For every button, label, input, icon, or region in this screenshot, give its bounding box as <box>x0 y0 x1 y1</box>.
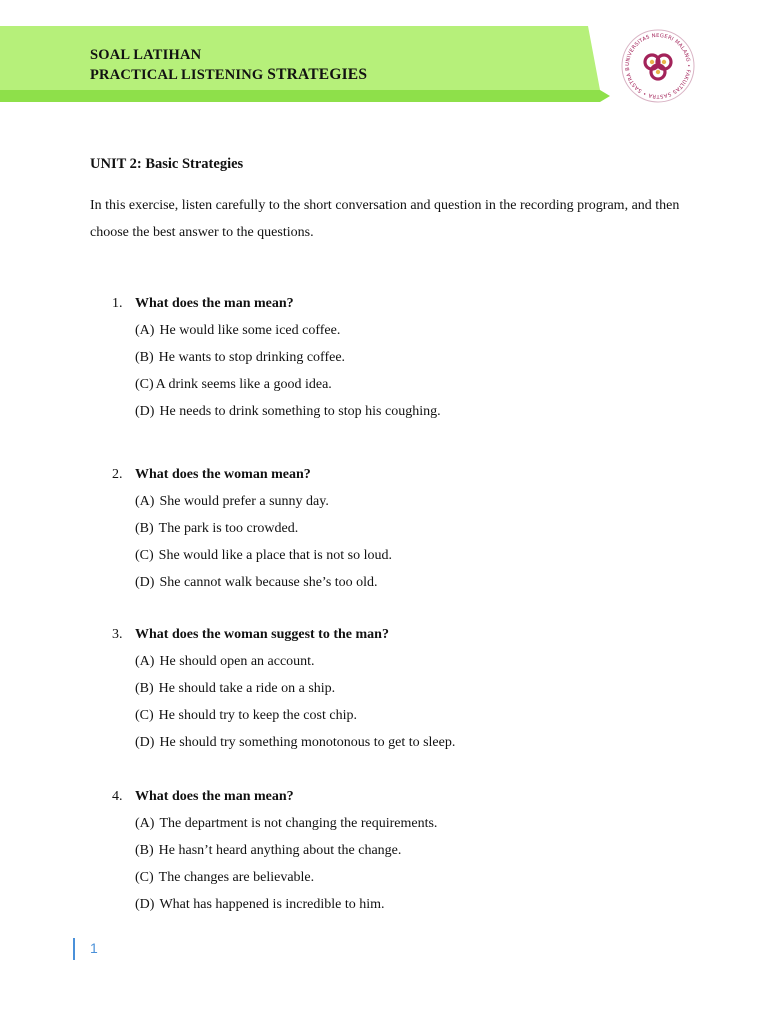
question-number: 4. <box>112 789 123 804</box>
option-text: He needs to drink something to stop his coughing. <box>159 404 441 419</box>
answer-option <box>112 648 672 675</box>
option-text: He wants to stop drinking coffee. <box>158 350 346 365</box>
answer-option <box>112 398 672 425</box>
answer-option <box>112 891 672 918</box>
option-text: He hasn’t heard anything about the change. <box>158 843 402 858</box>
option-text: What has happened is incredible to him. <box>159 897 385 912</box>
answer-option <box>112 864 672 891</box>
option-label: (A) <box>135 654 155 669</box>
option-label: (C) <box>135 708 154 723</box>
header-line1: SOAL LATIHAN <box>90 47 202 63</box>
answer-options <box>112 810 672 918</box>
option-text: She cannot walk because she’s too old. <box>159 575 378 590</box>
option-text: The changes are believable. <box>158 870 315 885</box>
answer-option <box>112 371 672 398</box>
header-line2-b: STRATEGIES <box>267 66 368 83</box>
question-text: What does the woman mean? <box>135 467 311 482</box>
question-number: 3. <box>112 627 123 642</box>
question-text: What does the woman suggest to the man? <box>135 627 389 642</box>
option-text: The park is too crowded. <box>158 521 299 536</box>
university-logo <box>620 28 696 104</box>
answer-option <box>112 317 672 344</box>
answer-option <box>112 542 672 569</box>
option-label: (C) <box>135 870 154 885</box>
answer-options <box>112 648 672 756</box>
question-title <box>112 462 672 488</box>
question-title <box>112 291 672 317</box>
header-title <box>90 45 367 85</box>
option-label: (B) <box>135 350 154 365</box>
svg-text:UNIVERSITAS NEGERI MALANG • FA: UNIVERSITAS NEGERI MALANG • FAKULTAS SASTRA • SASTRA B <box>624 32 692 100</box>
option-label: (D) <box>135 575 155 590</box>
answer-option <box>112 729 672 756</box>
answer-option <box>112 810 672 837</box>
question-4 <box>112 784 672 918</box>
option-text: He should try something monotonous to get to sleep. <box>159 735 456 750</box>
option-label: (B) <box>135 843 154 858</box>
option-label: (D) <box>135 404 155 419</box>
option-text: He should take a ride on a ship. <box>158 681 336 696</box>
answer-option <box>112 515 672 542</box>
question-number: 2. <box>112 467 123 482</box>
option-label: (D) <box>135 735 155 750</box>
question-title <box>112 622 672 648</box>
option-text: A drink seems like a good idea. <box>155 377 332 392</box>
option-text: The department is not changing the requirements. <box>159 816 438 831</box>
option-text: He should try to keep the cost chip. <box>158 708 357 723</box>
unit-title: UNIT 2: Basic Strategies <box>90 156 244 172</box>
answer-options <box>112 488 672 596</box>
instructions: In this exercise, listen carefully to the short conversation and question in the recording program, and then choose the best answer to the questions. <box>90 198 680 240</box>
header-line2 <box>90 65 367 85</box>
option-label: (B) <box>135 521 154 536</box>
question-3 <box>112 622 672 756</box>
answer-option <box>112 675 672 702</box>
question-2 <box>112 462 672 596</box>
question-text: What does the man mean? <box>135 296 294 311</box>
option-label: (C) <box>135 377 154 392</box>
answer-option <box>112 488 672 515</box>
option-text: He would like some iced coffee. <box>159 323 341 338</box>
option-text: She would prefer a sunny day. <box>159 494 329 509</box>
university-seal-icon <box>620 28 696 104</box>
option-label: (A) <box>135 323 155 338</box>
answer-option <box>112 837 672 864</box>
header-banner <box>0 26 612 106</box>
answer-options <box>112 317 672 425</box>
answer-option <box>112 569 672 596</box>
question-1 <box>112 291 672 425</box>
option-text: He should open an account. <box>159 654 315 669</box>
option-label: (B) <box>135 681 154 696</box>
option-label: (C) <box>135 548 154 563</box>
option-label: (A) <box>135 816 155 831</box>
option-label: (D) <box>135 897 155 912</box>
header-line2-a: PRACTICAL LISTENING <box>90 67 268 83</box>
question-text: What does the man mean? <box>135 789 294 804</box>
page-number-divider <box>73 938 75 960</box>
answer-option <box>112 344 672 371</box>
question-title <box>112 784 672 810</box>
option-label: (A) <box>135 494 155 509</box>
page-number: 1 <box>90 940 98 956</box>
answer-option <box>112 702 672 729</box>
question-number: 1. <box>112 296 123 311</box>
option-text: She would like a place that is not so loud. <box>158 548 392 563</box>
